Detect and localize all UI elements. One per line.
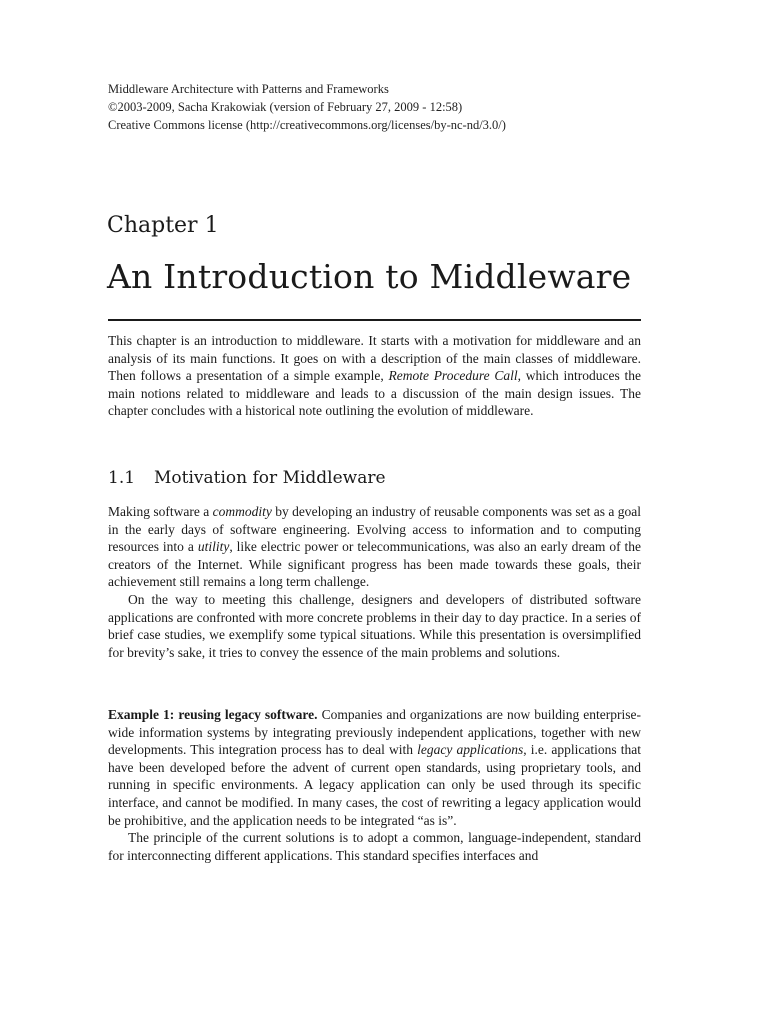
chapter-title: An Introduction to Middleware [107,257,632,296]
paragraph: The principle of the current solutions is to adopt a common, language-independent, standard for interconnecting different applications. This standard specifies interfaces and [108,830,641,863]
section-title: Motivation for Middleware [154,468,386,488]
paragraph-text: , like electric power or telecommunications, was also an early dream of the creators of the Internet. While significant progress has been made towards these goals, their achievement still remains a long term challenge. [108,539,642,590]
paragraph-emphasis: legacy applications [417,742,524,758]
example-block [108,706,641,864]
abstract-emphasis: Remote Procedure Call [388,368,518,384]
abstract-text: , which introduces the main notions related to middleware and leads to a discussion of the main design issues. The chapter concludes with a historical note outlining the evolution of middleware. [108,368,641,419]
section-body [108,503,641,661]
book-title-line: Middleware Architecture with Patterns and Frameworks [108,82,389,96]
copyright-line: ©2003-2009, Sacha Krakowiak (version of February 27, 2009 - 12:58) [108,100,463,114]
paragraph [108,706,641,829]
paragraph-text: , i.e. applications that have been developed before the advent of current open standards, using proprietary tools, and running in specific environments. A legacy application can only be used through its specific interface, and cannot be modified. In many cases, the cost of rewriting a legacy application would be prohibitive, and the application needs to be integrated “as is”. [108,742,641,828]
title-rule [108,319,641,321]
example-heading: Example 1: reusing legacy software. [108,707,318,722]
paragraph-text: by developing an industry of reusable components was set as a goal in the early days of software engineering. Evolving access to information and to computing resources into a [108,504,642,555]
book-header [108,80,506,134]
paragraph: On the way to meeting this challenge, designers and developers of distributed software applications are confronted with more concrete problems in their day to day practice. In a series of brief case studies, we exemplify some typical situations. While this presentation is oversimplified for brevity’s sake, it tries to convey the essence of the main problems and solutions. [108,591,641,660]
chapter-abstract [108,332,641,420]
paragraph-emphasis: utility [197,539,230,555]
section-heading [108,466,386,490]
paragraph-text: Companies and organizations are now building enterprise-wide information systems by integrating previously independent applications, together with new developments. This integration process has to deal with [108,707,641,758]
paragraph-emphasis: commodity [212,504,272,519]
license-line: Creative Commons license (http://creativecommons.org/licenses/by-nc-nd/3.0/) [108,118,506,132]
paragraph-text: Making software a [108,504,213,519]
section-number: 1.1 [108,468,136,488]
paragraph [108,503,641,591]
chapter-label: Chapter 1 [107,213,219,238]
abstract-text: This chapter is an introduction to middleware. It starts with a motivation for middleware and an analysis of its main functions. It goes on with a description of the main classes of middleware. Then follows a presentation of a simple example, [108,333,641,384]
